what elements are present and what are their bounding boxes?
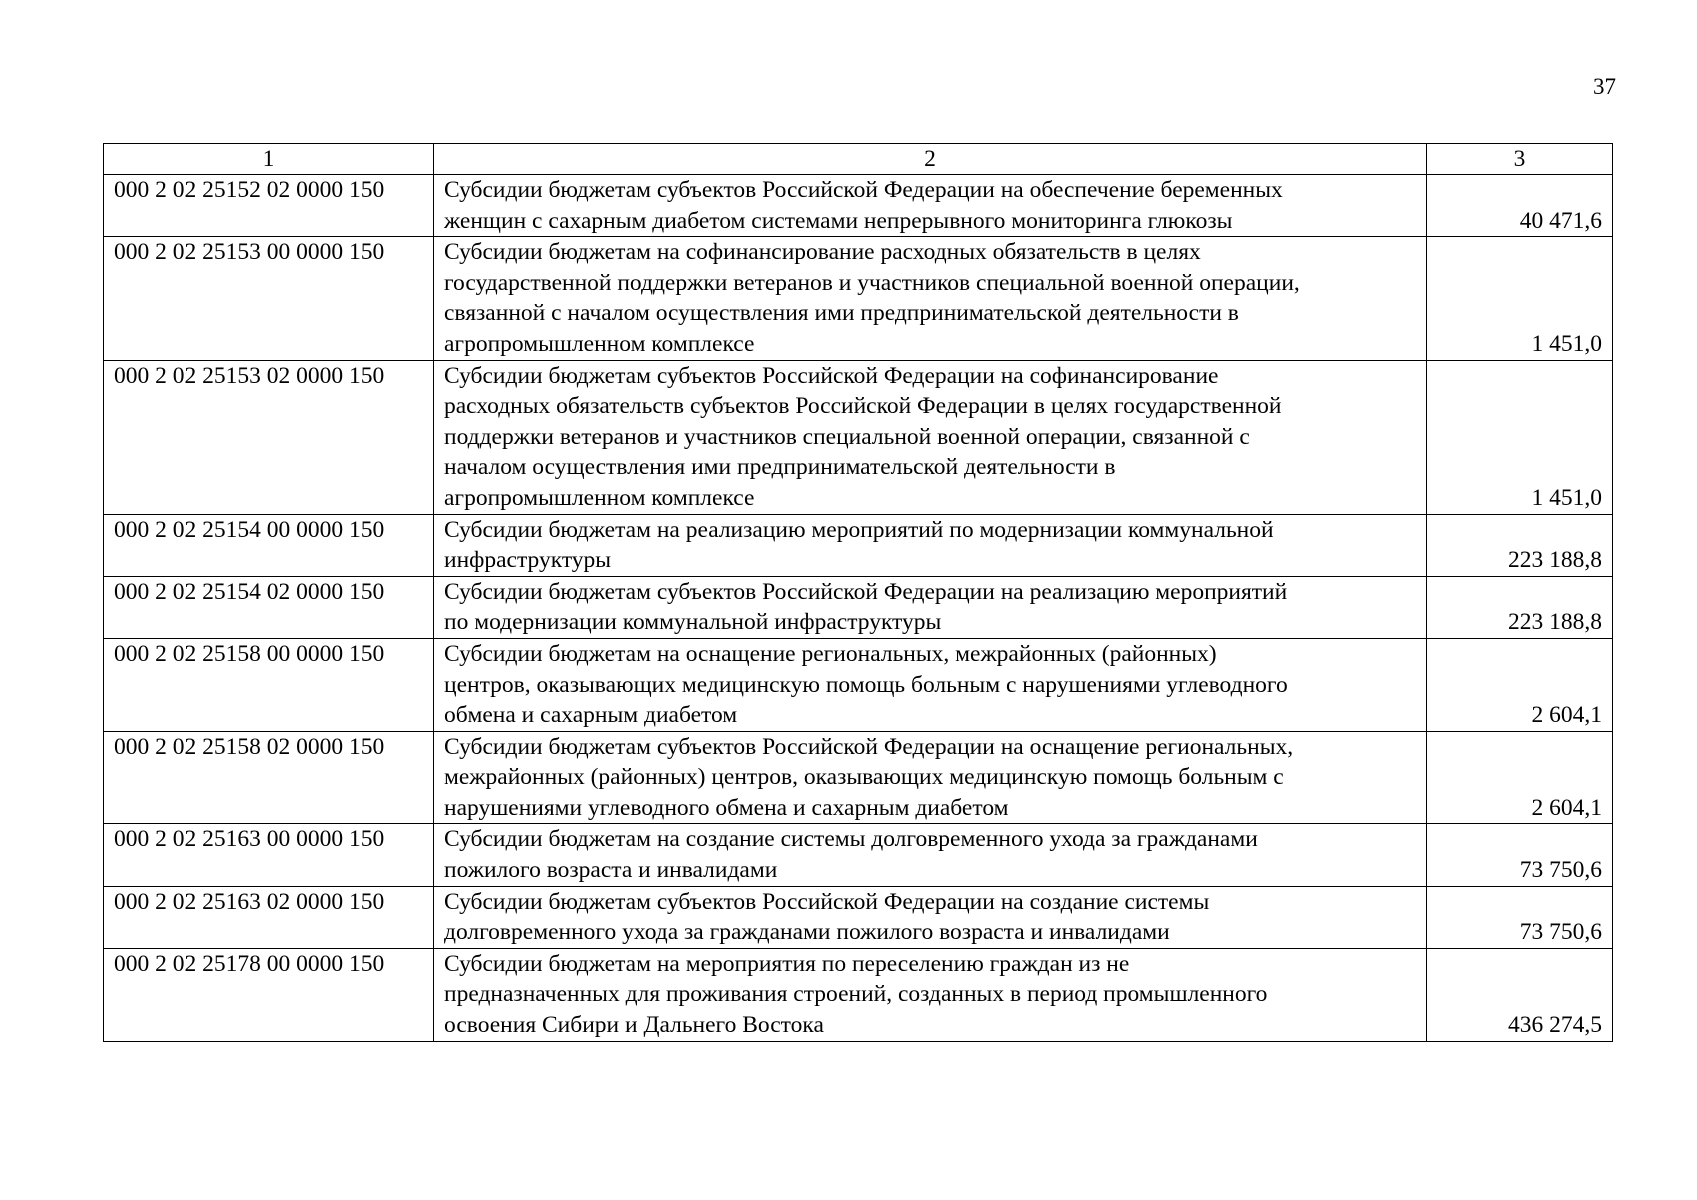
- description-line: Субсидии бюджетам на софинансирование расходных обязательств в целях: [444, 239, 1201, 266]
- description-line: инфраструктуры: [444, 547, 612, 574]
- table-row: [104, 237, 1613, 360]
- description-line: расходных обязательств субъектов Российской Федерации в целях государственной: [444, 393, 1282, 420]
- amount: 2 604,1: [1427, 731, 1613, 824]
- table-row: [104, 948, 1613, 1041]
- description-line: центров, оказывающих медицинскую помощь больным с нарушениями углеводного: [444, 671, 1288, 698]
- description-line: межрайонных (районных) центров, оказывающих медицинскую помощь больным с: [444, 764, 1284, 791]
- budget-code: 000 2 02 25178 00 0000 150: [104, 948, 434, 1041]
- budget-code: 000 2 02 25154 00 0000 150: [104, 514, 434, 576]
- budget-table: [103, 143, 1613, 1042]
- description-line: поддержки ветеранов и участников специальной военной операции, связанной с: [444, 423, 1250, 450]
- amount: 436 274,5: [1427, 948, 1613, 1041]
- description-line: Субсидии бюджетам на создание системы долговременного ухода за гражданами: [444, 826, 1258, 853]
- amount: 2 604,1: [1427, 638, 1613, 731]
- description: [434, 360, 1427, 514]
- description: [434, 731, 1427, 824]
- table-row: [104, 360, 1613, 514]
- description-line: предназначенных для проживания строений, созданных в период промышленного: [444, 981, 1268, 1008]
- description: [434, 514, 1427, 576]
- description-line: агропромышленном комплексе: [444, 484, 755, 511]
- table-row: [104, 514, 1613, 576]
- amount: 73 750,6: [1427, 886, 1613, 948]
- description-line: агропромышленном комплексе: [444, 330, 755, 357]
- description-line: Субсидии бюджетам субъектов Российской Федерации на создание системы: [444, 888, 1210, 915]
- description-line: Субсидии бюджетам субъектов Российской Федерации на софинансирование: [444, 362, 1219, 389]
- budget-code: 000 2 02 25163 02 0000 150: [104, 886, 434, 948]
- description-line: Субсидии бюджетам на оснащение региональных, межрайонных (районных): [444, 640, 1217, 667]
- budget-code: 000 2 02 25163 00 0000 150: [104, 824, 434, 886]
- column-header-amount: 3: [1427, 144, 1613, 175]
- budget-code: 000 2 02 25153 00 0000 150: [104, 237, 434, 360]
- table-body: [104, 175, 1613, 1042]
- description: [434, 175, 1427, 237]
- description-line: Субсидии бюджетам на мероприятия по переселению граждан из не: [444, 950, 1130, 977]
- description-line: началом осуществления ими предпринимательской деятельности в: [444, 454, 1116, 481]
- description-line: Субсидии бюджетам на реализацию мероприятий по модернизации коммунальной: [444, 516, 1274, 543]
- description-line: нарушениями углеводного обмена и сахарным диабетом: [444, 794, 1009, 821]
- header-row: [104, 144, 1613, 175]
- column-header-description: 2: [434, 144, 1427, 175]
- amount: 1 451,0: [1427, 237, 1613, 360]
- amount: 1 451,0: [1427, 360, 1613, 514]
- description-line: связанной с началом осуществления ими предпринимательской деятельности в: [444, 300, 1239, 327]
- table-row: [104, 886, 1613, 948]
- description: [434, 237, 1427, 360]
- table-row: [104, 731, 1613, 824]
- description-line: государственной поддержки ветеранов и участников специальной военной операции,: [444, 269, 1300, 296]
- budget-code: 000 2 02 25152 02 0000 150: [104, 175, 434, 237]
- description-line: пожилого возраста и инвалидами: [444, 857, 778, 884]
- description: [434, 576, 1427, 638]
- table-row: [104, 576, 1613, 638]
- page-number: 37: [1593, 74, 1616, 99]
- description-line: женщин с сахарным диабетом системами непрерывного мониторинга глюкозы: [444, 207, 1233, 234]
- description-line: освоения Сибири и Дальнего Востока: [444, 1012, 824, 1039]
- description-line: обмена и сахарным диабетом: [444, 702, 738, 729]
- column-header-code: 1: [104, 144, 434, 175]
- description: [434, 824, 1427, 886]
- description: [434, 638, 1427, 731]
- description-line: долговременного ухода за гражданами пожилого возраста и инвалидами: [444, 919, 1170, 946]
- budget-code: 000 2 02 25154 02 0000 150: [104, 576, 434, 638]
- description-line: Субсидии бюджетам субъектов Российской Федерации на реализацию мероприятий: [444, 578, 1288, 605]
- amount: 73 750,6: [1427, 824, 1613, 886]
- description: [434, 886, 1427, 948]
- table-row: [104, 638, 1613, 731]
- description-line: Субсидии бюджетам субъектов Российской Федерации на обеспечение беременных: [444, 177, 1283, 203]
- amount: 40 471,6: [1427, 175, 1613, 237]
- amount: 223 188,8: [1427, 576, 1613, 638]
- table-row: [104, 175, 1613, 237]
- amount: 223 188,8: [1427, 514, 1613, 576]
- budget-code: 000 2 02 25153 02 0000 150: [104, 360, 434, 514]
- description-line: по модернизации коммунальной инфраструктуры: [444, 609, 942, 636]
- budget-code: 000 2 02 25158 02 0000 150: [104, 731, 434, 824]
- description: [434, 948, 1427, 1041]
- budget-code: 000 2 02 25158 00 0000 150: [104, 638, 434, 731]
- description-line: Субсидии бюджетам субъектов Российской Федерации на оснащение региональных,: [444, 733, 1294, 760]
- table-row: [104, 824, 1613, 886]
